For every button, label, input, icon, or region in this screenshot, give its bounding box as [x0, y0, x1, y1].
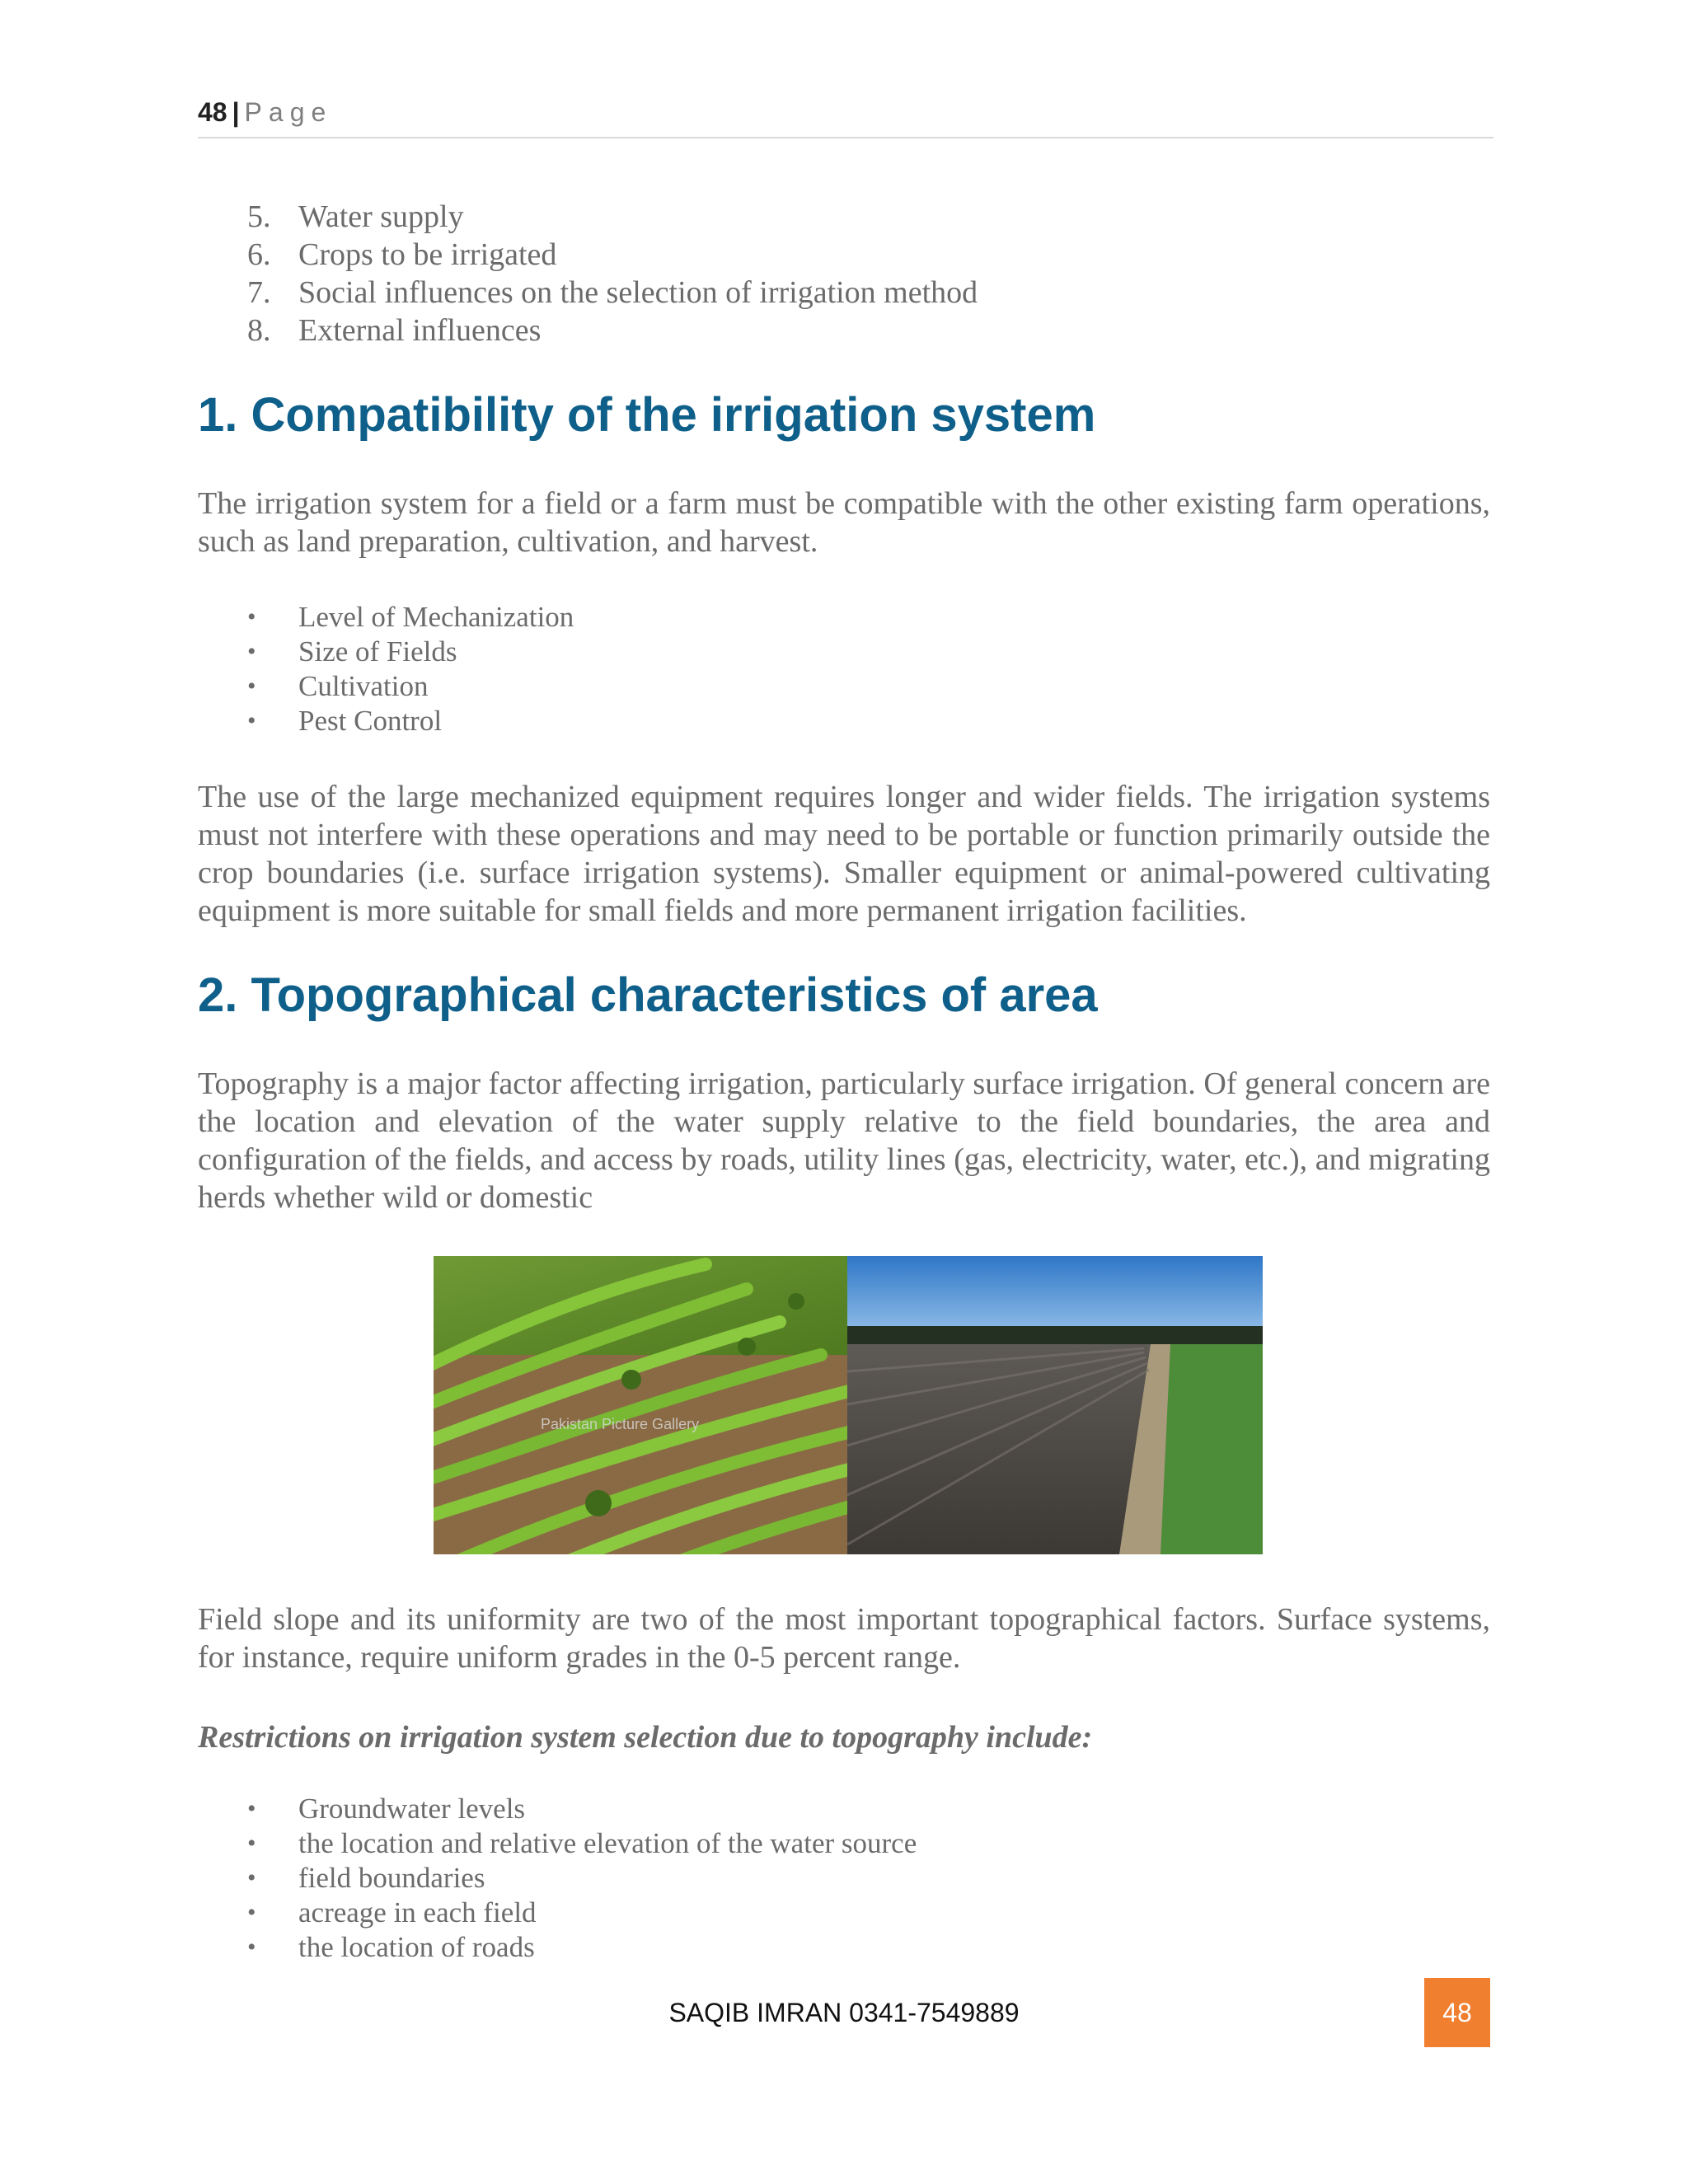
list-item: [247, 704, 574, 738]
list-item: [247, 1896, 917, 1930]
list-item: [247, 1861, 917, 1896]
restrictions-list: [247, 1792, 917, 1965]
list-item: [247, 1930, 917, 1965]
section2-heading: 2. Topographical characteristics of area: [198, 968, 1098, 1022]
bullet-icon: •: [247, 1899, 256, 1926]
bullet-text: Cultivation: [298, 670, 429, 702]
list-text: External influences: [298, 313, 542, 348]
bullet-text: field boundaries: [298, 1862, 485, 1894]
header-page-number: 48: [198, 97, 227, 127]
list-item: [247, 635, 574, 669]
section1-paragraph: The use of the large mechanized equipment requires longer and wider fields. The irrigation systems must not interfere with these operations and may need to be portable or function primarily outside the crop boundaries (i.e. surface irrigation systems). Smaller equipment or animal-powered cultivating equipment is more suitable for small fields and more permanent irrigation facilities.: [198, 780, 1490, 928]
photo-watermark: Pakistan Picture Gallery: [541, 1416, 700, 1432]
terraced-fields-photo: [434, 1256, 847, 1554]
section1-intro: The irrigation system for a field or a farm must be compatible with the other existing farm operations, such as land preparation, cultivation, and harvest.: [198, 486, 1490, 559]
restrictions-title: Restrictions on irrigation system selection due to topography include:: [198, 1720, 1093, 1755]
header-separator: |: [232, 97, 240, 127]
bullet-text: Groundwater levels: [298, 1793, 526, 1825]
list-item: [247, 312, 978, 349]
bullet-text: the location and relative elevation of the water source: [298, 1827, 917, 1859]
bullet-text: Size of Fields: [298, 635, 457, 668]
bullet-icon: •: [247, 1864, 256, 1891]
list-number: 6.: [247, 237, 271, 272]
bullet-text: acreage in each field: [298, 1896, 537, 1929]
bullet-icon: •: [247, 603, 256, 630]
list-text: Social influences on the selection of irrigation method: [298, 275, 978, 310]
section2-paragraph: Field slope and its uniformity are two of the most important topographical factors. Surface systems, for instance, require uniform grades in the 0-5 percent range.: [198, 1602, 1490, 1675]
bullet-text: Pest Control: [298, 705, 443, 737]
list-item: [247, 1792, 917, 1826]
bullet-icon: •: [247, 1830, 256, 1857]
section2-intro: Topography is a major factor affecting irrigation, particularly surface irrigation. Of general concern are the location and elevation of the water supply relative to the field boundaries, the area and configuration of the fields, and access by roads, utility lines (gas, electricity, water, etc.), and migrating herds whether wild or domestic: [198, 1066, 1490, 1215]
list-number: 7.: [247, 275, 271, 310]
header-page-word: Page: [244, 97, 333, 127]
list-number: 8.: [247, 313, 271, 348]
flat-field-photo: [847, 1256, 1263, 1554]
list-text: Water supply: [298, 199, 464, 234]
section1-heading: 1. Compatibility of the irrigation system: [198, 388, 1096, 442]
bullet-icon: •: [247, 673, 256, 700]
bullet-text: Level of Mechanization: [298, 601, 574, 633]
footer-text: SAQIB IMRAN 0341-7549889: [668, 1998, 1020, 2027]
page-header: [198, 97, 1493, 138]
list-number: 5.: [247, 199, 271, 234]
list-text: Crops to be irrigated: [298, 237, 557, 272]
bullet-icon: •: [247, 707, 256, 734]
list-item: [247, 600, 574, 635]
bullet-icon: •: [247, 638, 256, 665]
page-number-badge: 48: [1424, 1978, 1490, 2047]
list-item: [247, 274, 978, 312]
bullet-icon: •: [247, 1933, 256, 1961]
numbered-list: [247, 198, 978, 349]
list-item: [247, 1826, 917, 1861]
bullet-icon: •: [247, 1795, 256, 1822]
list-item: [247, 198, 978, 236]
list-item: [247, 236, 978, 274]
list-item: [247, 669, 574, 704]
section1-bullets: [247, 600, 574, 738]
bullet-text: the location of roads: [298, 1931, 535, 1963]
